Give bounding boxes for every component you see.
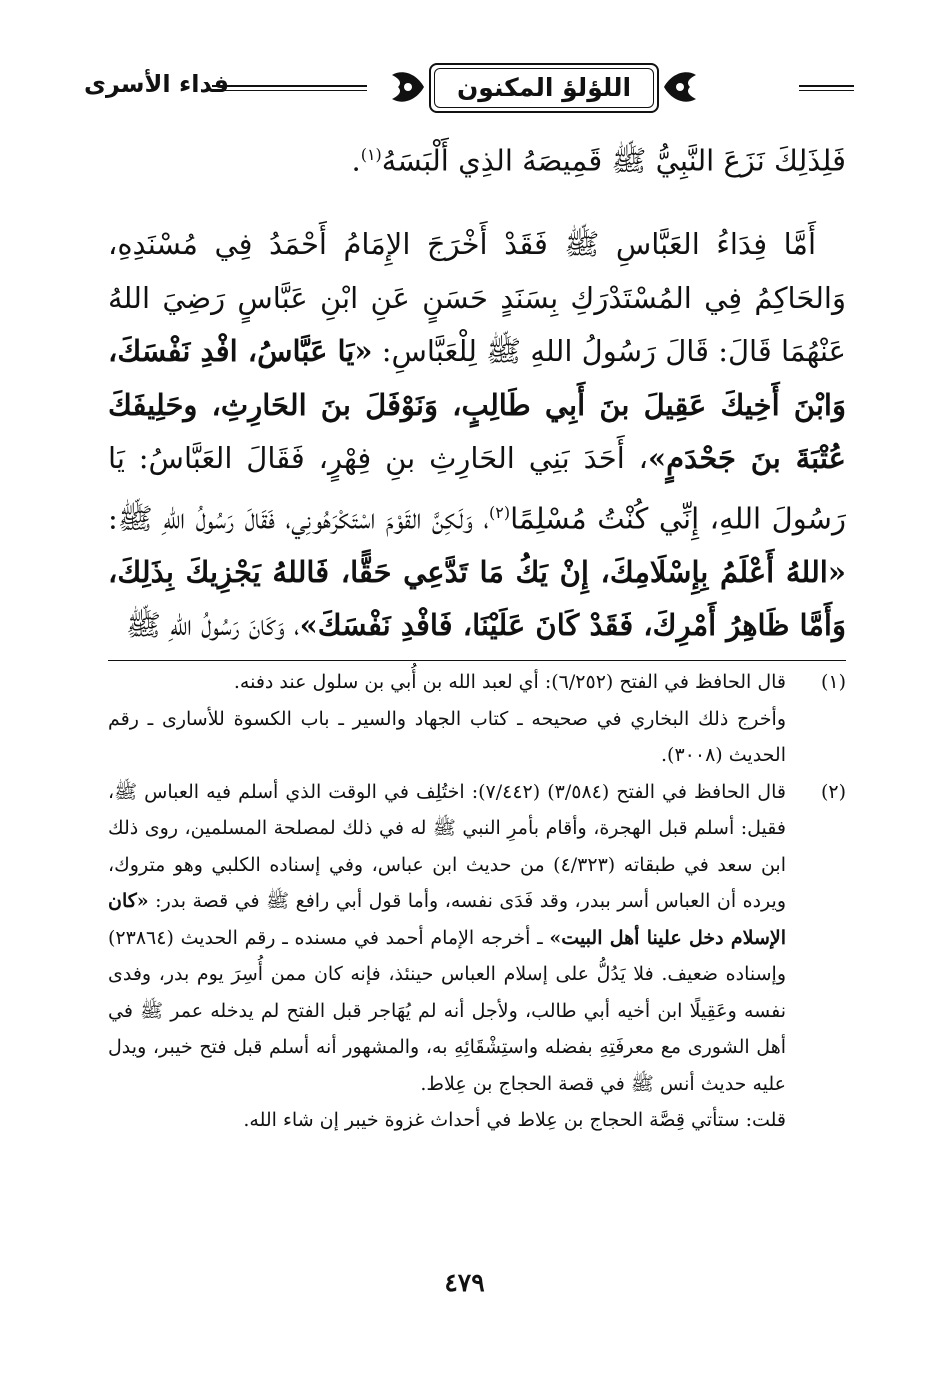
footnote-text: وأخرج ذلك البخاري في صحيحه ـ كتاب الجهاد والسير ـ باب الكسوة للأسارى ـ رقم الحديث (٣٠٠٨). [108,707,786,766]
main-text-segment: فَلِذَلِكَ نَزَعَ النَّبِيُّ ﷺ قَمِيصَهُ الذِي أَلْبَسَهُ [381,143,846,178]
ornament-right-icon [660,65,700,109]
footnote-quote: «كان الإسلام دخل علينا أهل البيت» [108,890,786,949]
footnote-1 [108,664,846,774]
main-text-segment: أَمَّا فِدَاءُ العَبَّاسِ ﷺ فَقَدْ أَخْرَجَ الإِمَامُ أَحْمَدُ فِي مُسْنَدِهِ، وَالحَاكِمُ فِي المُسْتَدْرَكِ بِسَنَدٍ حَسَنٍ عَنِ ابْنِ عَبَّاسٍ رَضِيَ اللهُ عَنْهُمَا قَالَ: قَالَ رَسُولُ اللهِ ﷺ لِلْعَبَّاسِ: [108,227,846,369]
book-title-box [429,63,659,113]
main-text-segment: ، أَحَدَ بَنِي الحَارِثِ بنِ فِهْرٍ، فَقَالَ العَبَّاسُ: يَا رَسُولَ اللهِ، إِنِّي كُنْتُ مُسْلِمًا [108,441,846,536]
book-title: اللؤلؤ المكنون [456,73,632,102]
main-line-0 [108,128,846,188]
chapter-title: فداء الأسرى [84,70,230,98]
footnote-number: (٢) [820,780,846,803]
main-text [108,128,846,653]
header-rule-left [212,85,367,87]
main-text-segment: . [351,143,361,178]
hadith-quote: «اللهُ أَعْلَمُ بِإِسْلَامِكَ، إِنْ يَكُ مَا تَدَّعِي حَقًّا، فَاللهُ يَجْزِيكَ بِذَلِكَ، وَأَمَّا ظَاهِرُ أَمْرِكَ، فَقَدْ كَانَ عَلَيْنَا، فَافْدِ نَفْسَكَ» [108,554,846,643]
header-rule-right [799,85,854,87]
hadith-quote: «يَا عَبَّاسُ، افْدِ نَفْسَكَ، وَابْنَ أَخِيكَ عَقِيلَ بنَ أَبِي طَالِبٍ، وَنَوْفَلَ بنَ الحَارِثِ، وحَلِيفَكَ عُتْبَةَ بنَ جَحْدَمٍ» [107,334,846,476]
footnote-text: قال الحافظ في الفتح (٦/٢٥٢): أي لعبد الله بن أُبي بن سلول عند دفنه. [233,671,786,693]
main-text-segment: ، وَلَكِنَّ القَوْمَ اسْتَكْرَهُونِي، فَقَالَ رَسُولُ اللهِ ﷺ: [108,501,489,536]
footnote-ref-2: (٢) [489,502,511,522]
main-text-segment: ، وَكَانَ رَسُولُ اللهِ ﷺ [126,608,300,643]
footnote-number: (١) [820,671,846,693]
footnote-2 [108,774,846,1139]
book-title-frame [384,55,704,123]
footnotes [108,664,846,1139]
footnote-text: قلت: ستأتي قِصَّة الحجاج بن عِلاط في أحداث غزوة خيبر إن شاء الله. [243,1109,786,1131]
footnote-divider [108,660,846,661]
footnote-text [108,774,786,1103]
page-number: ٤٧٩ [444,1268,485,1297]
main-paragraph [108,218,846,653]
footnote-ref-1: (١) [360,145,382,164]
footnote-segment: ـ أخرجه الإمام أحمد في مسنده ـ رقم الحديث (٢٣٨٦٤) وإسناده ضعيف. فلا يَدُلُّ على إسلام العباس حينئذ، فإنه كان ممن أُسِرَ يوم بدر، وفدى نفسه وعَقِيلًا ابن أخيه أبي طالب، ولأجل أنه لم يُهَاجر قبل الفتح لم يدخله عمر ﷺ في أهل الشورى مع معرفَتِهِ بفضله واستِشْقَائِهِ به، والمشهور أنه أسلم قبل فتح خيبر، ويدل عليه حديث أنس ﷺ في قصة الحجاج بن عِلاط. [108,926,786,1095]
page-header [84,55,854,125]
footnote-segment: قال الحافظ في الفتح (٣/٥٨٤) (٧/٤٤٢): اختُلِف في الوقت الذي أسلم فيه العباس ﷺ، فقيل: أسلم قبل الهجرة، وأقام بأمرِ النبي ﷺ له في ذلك لمصلحة المسلمين، روى ذلك ابن سعد في طبقاته (٤/٣٢٣) من حديث ابن عباس، وفي إسناده الكلبي وهو متروك، ويرده أن العباس أسر ببدر، وقد فَدَى نفسه، وأما قول أبي رافع ﷺ في قصة بدر: [108,780,786,912]
ornament-left-icon [388,65,428,109]
